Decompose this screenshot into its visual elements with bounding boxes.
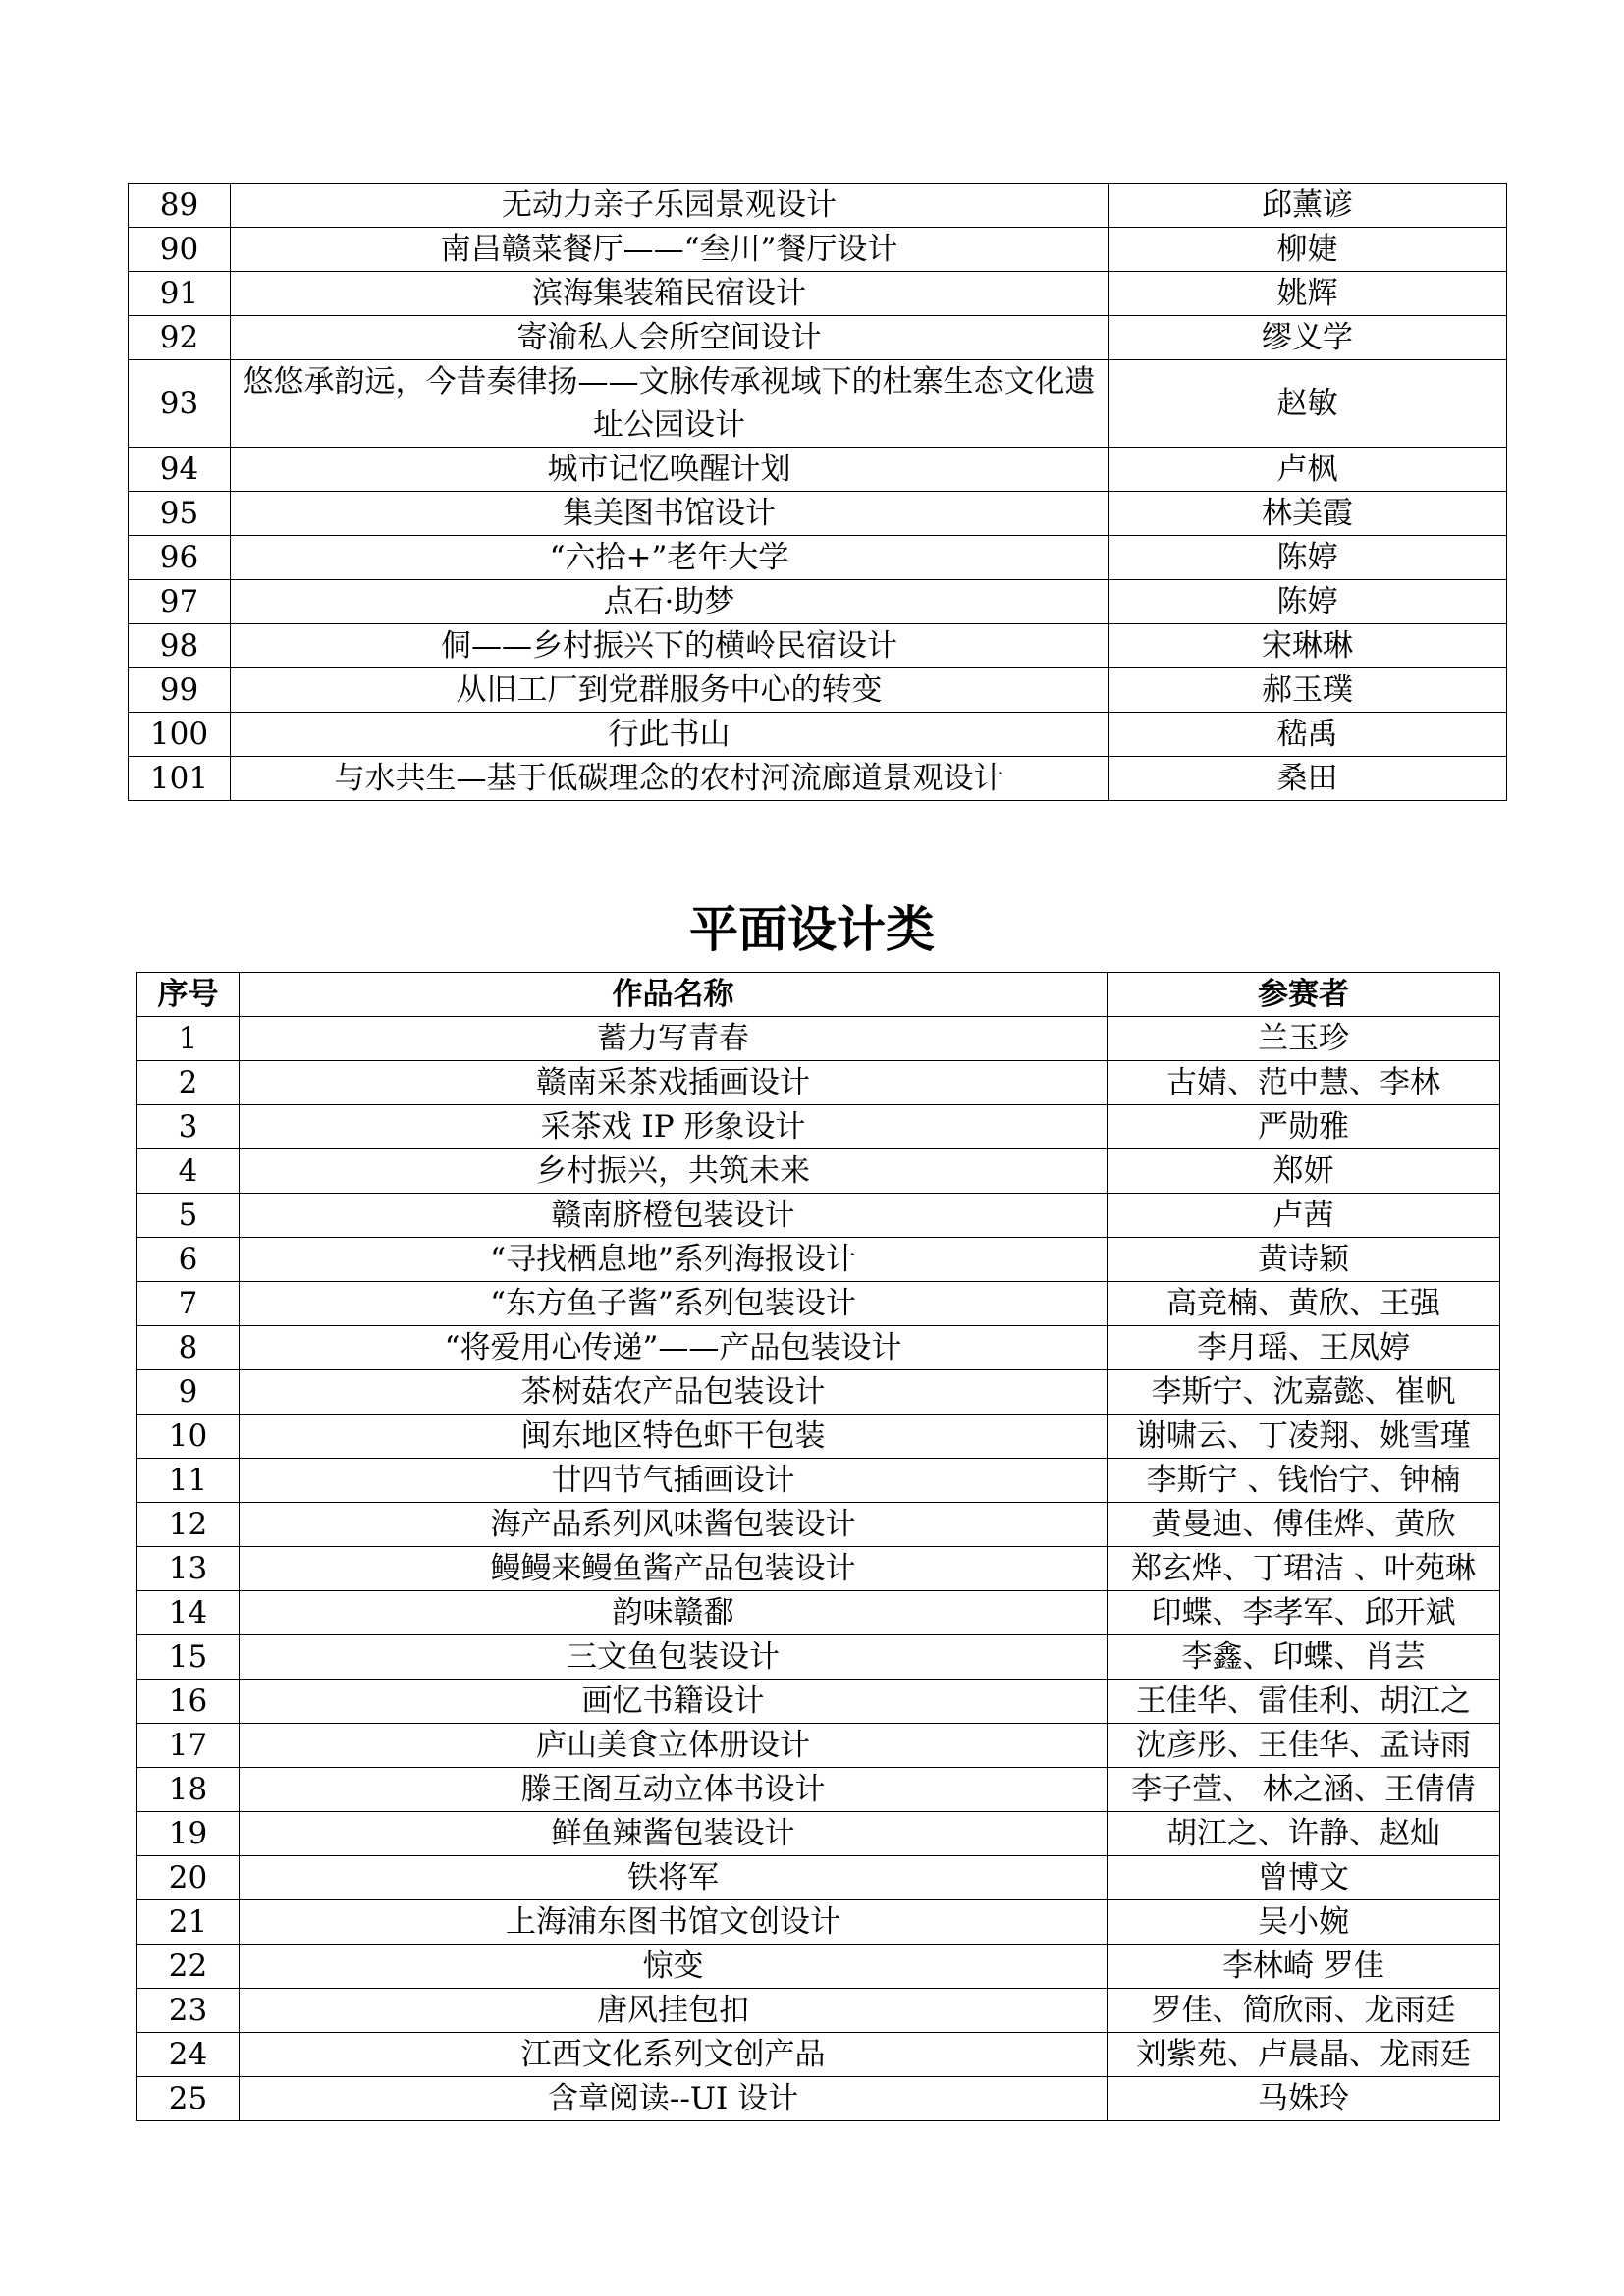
table-row: [137, 1238, 1500, 1282]
cell-author: 林美霞: [1109, 492, 1507, 536]
cell-author: 陈婷: [1109, 536, 1507, 580]
header-no: 序号: [137, 973, 240, 1017]
cell-number: 15: [137, 1635, 240, 1680]
cell-author: 高竞楠、黄欣、王强: [1108, 1282, 1500, 1326]
cell-number: 1: [137, 1017, 240, 1061]
cell-title: 从旧工厂到党群服务中心的转变: [231, 668, 1109, 713]
cell-author: 李月瑶、王凤婷: [1108, 1326, 1500, 1370]
cell-title: 韵味赣鄱: [240, 1591, 1108, 1635]
cell-title: 滕王阁互动立体书设计: [240, 1768, 1108, 1812]
cell-author: 缪义学: [1109, 316, 1507, 360]
table-row: [137, 1945, 1500, 1989]
cell-title: 闽东地区特色虾干包装: [240, 1415, 1108, 1459]
table-row: [129, 668, 1507, 713]
cell-author: 刘紫苑、卢晨晶、龙雨廷: [1108, 2033, 1500, 2077]
cell-number: 93: [129, 360, 231, 448]
cell-title: “将爱用心传递”——产品包装设计: [240, 1326, 1108, 1370]
table-row: [129, 360, 1507, 448]
entries-table-continued: [128, 183, 1507, 801]
cell-author: 郑妍: [1108, 1149, 1500, 1194]
cell-author: 沈彦彤、王佳华、孟诗雨: [1108, 1724, 1500, 1768]
cell-number: 2: [137, 1061, 240, 1105]
table-row: [137, 1768, 1500, 1812]
cell-number: 95: [129, 492, 231, 536]
table-row: [137, 1591, 1500, 1635]
cell-author: 赵敏: [1109, 360, 1507, 448]
table-row: [137, 1326, 1500, 1370]
table-row: [137, 1635, 1500, 1680]
cell-number: 20: [137, 1856, 240, 1900]
cell-author: 吴小婉: [1108, 1900, 1500, 1945]
cell-author: 兰玉珍: [1108, 1017, 1500, 1061]
table-row: [137, 1989, 1500, 2033]
cell-number: 14: [137, 1591, 240, 1635]
cell-title: 悠悠承韵远，今昔奏律扬——文脉传承视域下的杜寨生态文化遗址公园设计: [231, 360, 1109, 448]
cell-number: 6: [137, 1238, 240, 1282]
cell-author: 黄诗颖: [1108, 1238, 1500, 1282]
cell-number: 94: [129, 448, 231, 492]
cell-title: 铁将军: [240, 1856, 1108, 1900]
cell-author: 宋琳琳: [1109, 624, 1507, 668]
cell-author: 古婧、范中慧、李林: [1108, 1061, 1500, 1105]
cell-author: 曾博文: [1108, 1856, 1500, 1900]
table-row: [129, 580, 1507, 624]
cell-title: 赣南脐橙包装设计: [240, 1194, 1108, 1238]
cell-author: 李斯宁、沈嘉懿、崔帆: [1108, 1370, 1500, 1415]
cell-title: 蓄力写青春: [240, 1017, 1108, 1061]
table-row: [137, 1724, 1500, 1768]
graphic-design-table-body: [137, 1017, 1500, 2121]
cell-number: 5: [137, 1194, 240, 1238]
cell-number: 100: [129, 713, 231, 757]
table-row: [129, 448, 1507, 492]
cell-title: 上海浦东图书馆文创设计: [240, 1900, 1108, 1945]
cell-number: 21: [137, 1900, 240, 1945]
cell-number: 4: [137, 1149, 240, 1194]
cell-author: 嵇禹: [1109, 713, 1507, 757]
cell-number: 22: [137, 1945, 240, 1989]
cell-title: 侗——乡村振兴下的横岭民宿设计: [231, 624, 1109, 668]
cell-title: 无动力亲子乐园景观设计: [231, 184, 1109, 228]
cell-title: “东方鱼子酱”系列包装设计: [240, 1282, 1108, 1326]
table-row: [137, 1503, 1500, 1547]
cell-title: 城市记忆唤醒计划: [231, 448, 1109, 492]
section-title: 平面设计类: [689, 901, 935, 958]
cell-number: 101: [129, 757, 231, 801]
table-row: [129, 536, 1507, 580]
cell-author: 李鑫、印蝶、肖芸: [1108, 1635, 1500, 1680]
graphic-design-table: [136, 972, 1500, 2121]
cell-title: 廿四节气插画设计: [240, 1459, 1108, 1503]
table-row: [129, 184, 1507, 228]
cell-author: 李子萱、 林之涵、王倩倩: [1108, 1768, 1500, 1812]
cell-title: 赣南采茶戏插画设计: [240, 1061, 1108, 1105]
cell-title: 唐风挂包扣: [240, 1989, 1108, 2033]
cell-number: 90: [129, 228, 231, 272]
cell-title: 海产品系列风味酱包装设计: [240, 1503, 1108, 1547]
cell-number: 16: [137, 1680, 240, 1724]
table-row: [137, 1459, 1500, 1503]
cell-title: 茶树菇农产品包装设计: [240, 1370, 1108, 1415]
cell-author: 谢啸云、丁凌翔、姚雪瑾: [1108, 1415, 1500, 1459]
cell-title: “寻找栖息地”系列海报设计: [240, 1238, 1108, 1282]
cell-title: 行此书山: [231, 713, 1109, 757]
cell-author: 柳婕: [1109, 228, 1507, 272]
entries-table-body: [129, 184, 1507, 801]
cell-number: 19: [137, 1812, 240, 1856]
cell-number: 7: [137, 1282, 240, 1326]
cell-title: 含章阅读--UI 设计: [240, 2077, 1108, 2121]
table-row: [129, 316, 1507, 360]
cell-number: 8: [137, 1326, 240, 1370]
table-row: [129, 757, 1507, 801]
cell-author: 郝玉璞: [1109, 668, 1507, 713]
cell-title: 采茶戏 IP 形象设计: [240, 1105, 1108, 1149]
cell-title: 南昌赣菜餐厅——“叁川”餐厅设计: [231, 228, 1109, 272]
cell-author: 邱薰谚: [1109, 184, 1507, 228]
cell-author: 严勋雅: [1108, 1105, 1500, 1149]
cell-number: 12: [137, 1503, 240, 1547]
cell-author: 李林崎 罗佳: [1108, 1945, 1500, 1989]
cell-author: 郑玄烨、丁珺洁 、叶苑琳: [1108, 1547, 1500, 1591]
header-author: 参赛者: [1108, 973, 1500, 1017]
table-row: [137, 2077, 1500, 2121]
cell-number: 17: [137, 1724, 240, 1768]
cell-number: 13: [137, 1547, 240, 1591]
cell-number: 23: [137, 1989, 240, 2033]
table-row: [137, 1370, 1500, 1415]
cell-title: 鲜鱼辣酱包装设计: [240, 1812, 1108, 1856]
table-row: [137, 1680, 1500, 1724]
cell-number: 11: [137, 1459, 240, 1503]
cell-title: “六拾+”老年大学: [231, 536, 1109, 580]
cell-author: 卢枫: [1109, 448, 1507, 492]
table-row: [137, 1547, 1500, 1591]
cell-author: 黄曼迪、傅佳烨、黄欣: [1108, 1503, 1500, 1547]
table-row: [137, 1194, 1500, 1238]
cell-title: 三文鱼包装设计: [240, 1635, 1108, 1680]
cell-author: 桑田: [1109, 757, 1507, 801]
cell-title: 集美图书馆设计: [231, 492, 1109, 536]
table-row: [129, 492, 1507, 536]
cell-number: 96: [129, 536, 231, 580]
cell-author: 马姝玲: [1108, 2077, 1500, 2121]
table-row: [129, 228, 1507, 272]
table-row: [137, 1017, 1500, 1061]
cell-author: 姚辉: [1109, 272, 1507, 316]
cell-title: 画忆书籍设计: [240, 1680, 1108, 1724]
cell-title: 滨海集装箱民宿设计: [231, 272, 1109, 316]
table-row: [137, 1149, 1500, 1194]
cell-number: 3: [137, 1105, 240, 1149]
cell-author: 陈婷: [1109, 580, 1507, 624]
table-row: [137, 1061, 1500, 1105]
cell-title: 江西文化系列文创产品: [240, 2033, 1108, 2077]
cell-number: 98: [129, 624, 231, 668]
cell-number: 89: [129, 184, 231, 228]
table-row: [129, 624, 1507, 668]
cell-author: 胡江之、许静、赵灿: [1108, 1812, 1500, 1856]
cell-number: 97: [129, 580, 231, 624]
table-row: [137, 2033, 1500, 2077]
cell-author: 王佳华、雷佳利、胡江之: [1108, 1680, 1500, 1724]
cell-number: 91: [129, 272, 231, 316]
table-row: [137, 1105, 1500, 1149]
cell-author: 卢茜: [1108, 1194, 1500, 1238]
table-row: [137, 1415, 1500, 1459]
cell-number: 10: [137, 1415, 240, 1459]
cell-title: 点石·助梦: [231, 580, 1109, 624]
table-header-row: [137, 973, 1500, 1017]
cell-author: 印蝶、李孝军、邱开斌: [1108, 1591, 1500, 1635]
cell-title: 与水共生—基于低碳理念的农村河流廊道景观设计: [231, 757, 1109, 801]
cell-number: 18: [137, 1768, 240, 1812]
cell-number: 99: [129, 668, 231, 713]
cell-number: 25: [137, 2077, 240, 2121]
table-row: [137, 1282, 1500, 1326]
cell-author: 李斯宁 、钱怡宁、钟楠: [1108, 1459, 1500, 1503]
cell-title: 乡村振兴，共筑未来: [240, 1149, 1108, 1194]
table-row: [129, 713, 1507, 757]
cell-author: 罗佳、简欣雨、龙雨廷: [1108, 1989, 1500, 2033]
cell-title: 寄渝私人会所空间设计: [231, 316, 1109, 360]
table-row: [137, 1856, 1500, 1900]
cell-title: 惊变: [240, 1945, 1108, 1989]
cell-number: 92: [129, 316, 231, 360]
table-row: [129, 272, 1507, 316]
table-row: [137, 1812, 1500, 1856]
cell-title: 鳗鳗来鳗鱼酱产品包装设计: [240, 1547, 1108, 1591]
header-title: 作品名称: [240, 973, 1108, 1017]
cell-number: 24: [137, 2033, 240, 2077]
cell-title: 庐山美食立体册设计: [240, 1724, 1108, 1768]
cell-number: 9: [137, 1370, 240, 1415]
table-row: [137, 1900, 1500, 1945]
